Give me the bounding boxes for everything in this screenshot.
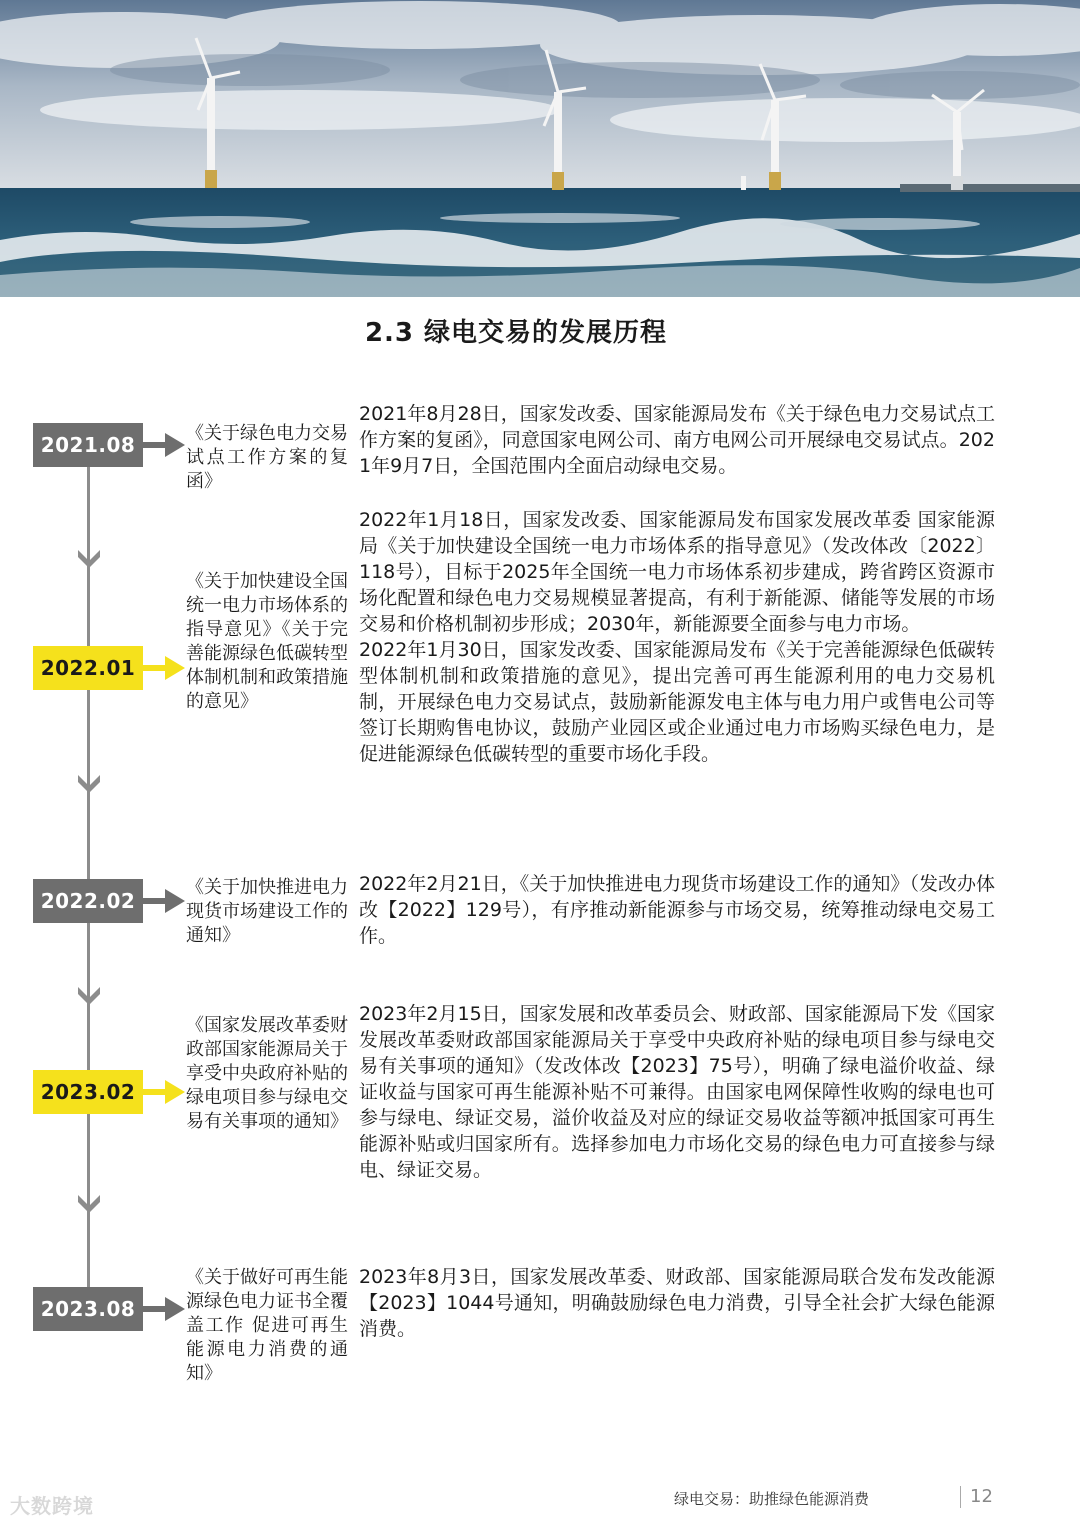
description-paragraph: 2023年2月15日，国家发展和改革委员会、财政部、国家能源局下发《国家发展改革委财政部国家能源局关于享受中央政府补贴的绿电项目参与绿电交易有关事项的通知》（发改体改【2023】75号），明确了绿电溢价收益、绿证收益与国家可再生能源补贴不可兼得。由国家电网保障性收购的绿电也可参与绿电、绿证交易，溢价收益及对应的绿证交易收益等额冲抵国家可再生能源补贴或归国家所有。选择参加电力市场化交易的绿色电力可直接参与绿电、绿证交易。 bbox=[359, 1003, 995, 1181]
chevron-down-icon bbox=[76, 1193, 102, 1215]
arrow-right-icon bbox=[143, 1080, 185, 1104]
timeline-doc-title: 《关于加快建设全国统一电力市场体系的指导意见》《关于完善能源绿色低碳转型体制机制和政策措施的意见》 bbox=[186, 571, 348, 712]
timeline-date-2021-08: 2021.08 bbox=[33, 423, 143, 467]
footer-divider bbox=[960, 1486, 961, 1508]
section-title: 2.3 绿电交易的发展历程 bbox=[364, 318, 668, 348]
timeline-description bbox=[359, 1264, 995, 1342]
chevron-down-icon bbox=[76, 985, 102, 1007]
timeline-description bbox=[359, 507, 995, 767]
timeline-line bbox=[87, 440, 90, 1310]
timeline-doc-title: 《关于绿色电力交易试点工作方案的复函》 bbox=[186, 423, 348, 492]
timeline-doc-title: 《关于加快推进电力现货市场建设工作的通知》 bbox=[186, 877, 348, 946]
timeline-date-2023-02: 2023.02 bbox=[33, 1070, 143, 1114]
description-paragraph: 2022年2月21日，《关于加快推进电力现货市场建设工作的通知》（发改办体改【2022】129号），有序推动新能源参与市场交易，统筹推动绿电交易工作。 bbox=[359, 873, 995, 947]
timeline-description bbox=[359, 871, 995, 949]
timeline-date-2022-01: 2022.01 bbox=[33, 646, 143, 690]
timeline-description bbox=[359, 1001, 995, 1183]
description-paragraph: 2021年8月28日，国家发改委、国家能源局发布《关于绿色电力交易试点工作方案的复函》，同意国家电网公司、南方电网公司开展绿电交易试点。2021年9月7日，全国范围内全面启动绿电交易。 bbox=[359, 403, 995, 477]
arrow-right-icon bbox=[143, 1297, 185, 1321]
description-paragraph: 2023年8月3日，国家发展改革委、财政部、国家能源局联合发布发改能源【2023】1044号通知，明确鼓励绿色电力消费，引导全社会扩大绿色能源消费。 bbox=[359, 1266, 995, 1340]
timeline-date-2022-02: 2022.02 bbox=[33, 879, 143, 923]
arrow-right-icon bbox=[143, 889, 185, 913]
footer-text: 绿电交易：助推绿色能源消费 bbox=[674, 1490, 870, 1508]
description-paragraph: 2022年1月18日，国家发改委、国家能源局发布国家发展改革委 国家能源局《关于加快建设全国统一电力市场体系的指导意见》（发改体改〔2022〕118号），目标于2025年全国统一电力市场体系初步建成，跨省跨区资源市场化配置和绿色电力交易规模显著提高，有利于新能源、储能等发展的市场交易和价格机制初步形成；2030年，新能源要全面参与电力市场。 bbox=[359, 509, 995, 635]
timeline-doc-title: 《关于做好可再生能源绿色电力证书全覆盖工作 促进可再生能源电力消费的通知》 bbox=[186, 1267, 348, 1384]
timeline-description bbox=[359, 401, 995, 479]
timeline-doc-title: 《国家发展改革委财政部国家能源局关于享受中央政府补贴的绿电项目参与绿电交易有关事项的通知》 bbox=[186, 1015, 348, 1132]
arrow-right-icon bbox=[143, 433, 185, 457]
timeline-date-2023-08: 2023.08 bbox=[33, 1287, 143, 1331]
page-number: 12 bbox=[970, 1486, 993, 1507]
description-paragraph: 2022年1月30日，国家发改委、国家能源局发布《关于完善能源绿色低碳转型体制机制和政策措施的意见》，提出完善可再生能源利用的电力交易机制，开展绿色电力交易试点，鼓励新能源发电主体与电力用户或售电公司等签订长期购售电协议，鼓励产业园区或企业通过电力市场购买绿色电力，是促进能源绿色低碳转型的重要市场化手段。 bbox=[359, 639, 995, 765]
watermark: 大数跨境 bbox=[10, 1494, 94, 1518]
chevron-down-icon bbox=[76, 773, 102, 795]
chevron-down-icon bbox=[76, 548, 102, 570]
hero-image-wind-turbines bbox=[0, 0, 1080, 297]
arrow-right-icon bbox=[143, 656, 185, 680]
